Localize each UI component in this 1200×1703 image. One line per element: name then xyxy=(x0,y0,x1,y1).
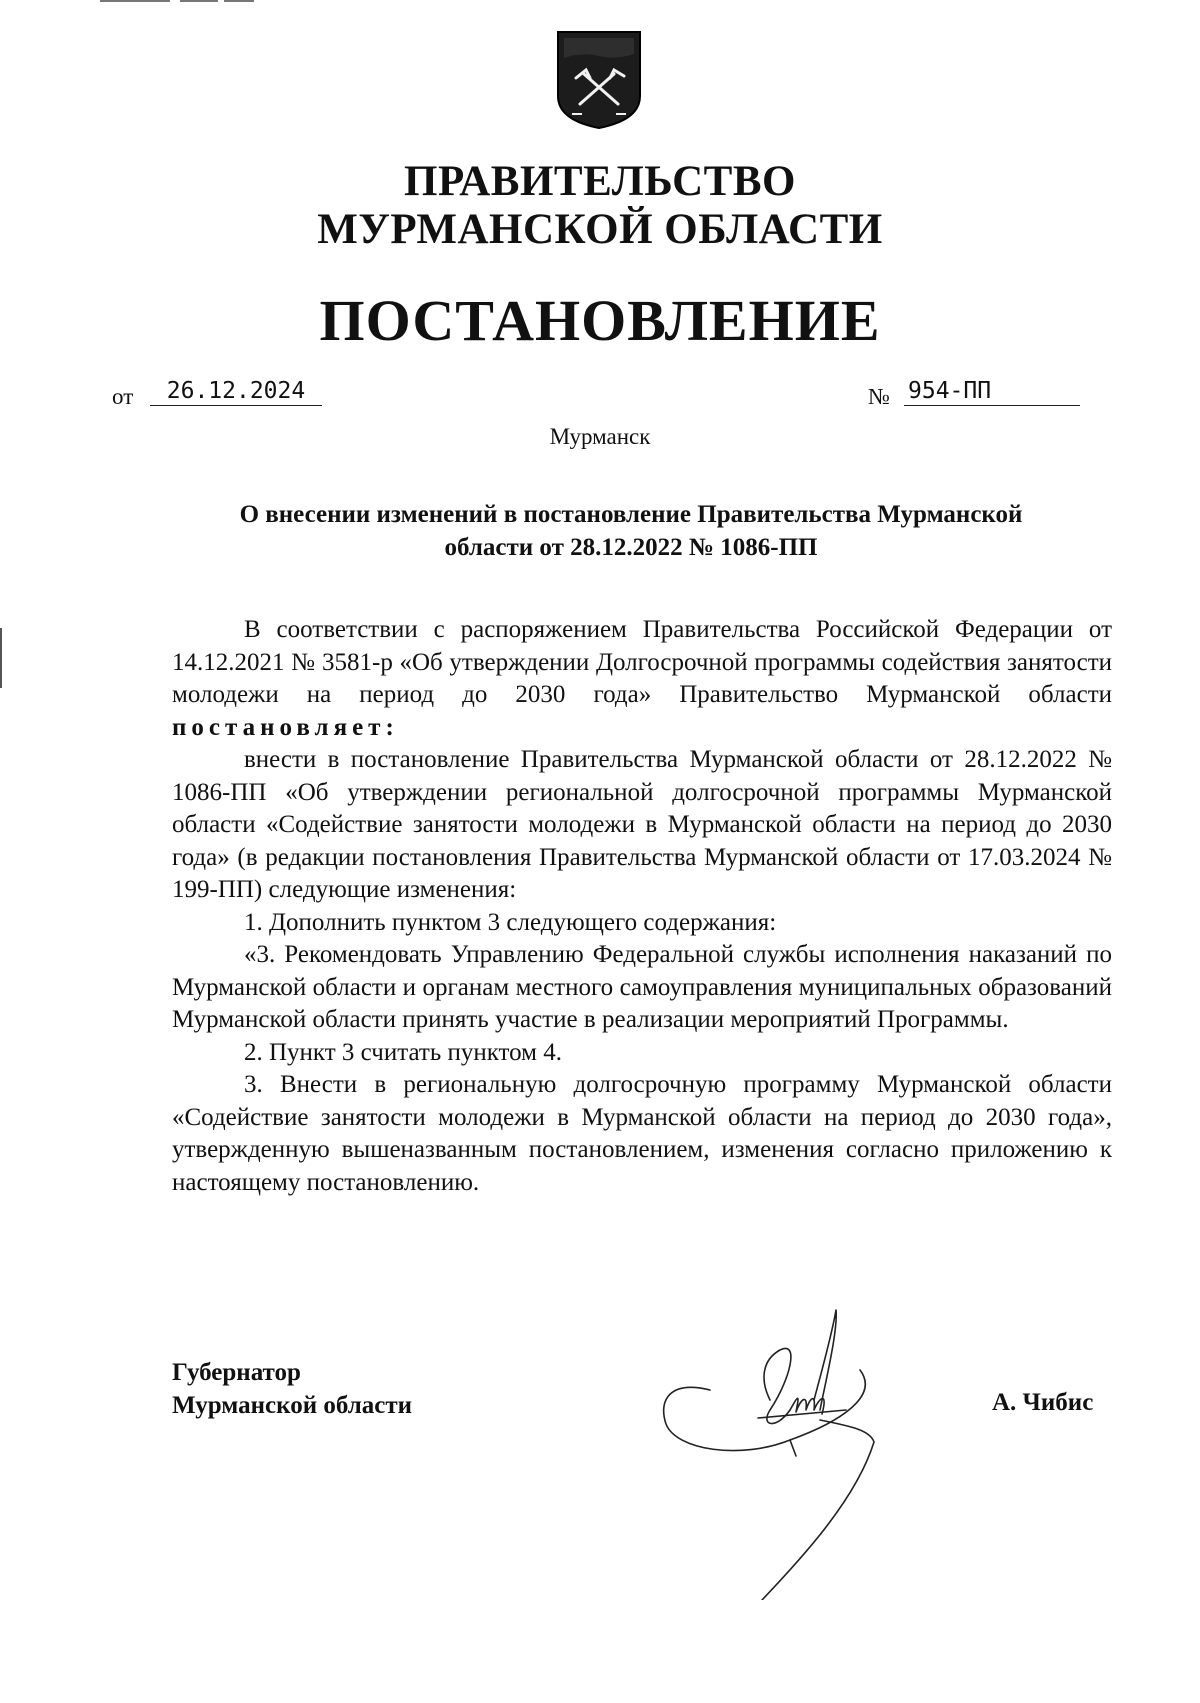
signatory-position-line1: Губернатор xyxy=(172,1359,301,1386)
paragraph-item-3: 3. Внести в региональную долгосрочную программу Мурманской области «Содействие занятости молодежи в Мурманской области на период до 2030 года», утвержденную вышеназванным постановлением, изменения согласно приложению к настоящему постановлению. xyxy=(172,1071,1112,1196)
decree-number: 954-ПП xyxy=(904,378,1080,406)
signatory-name: А. Чибис xyxy=(992,1389,1094,1416)
decree-title-line2: области от 28.12.2022 № 1086-ПП xyxy=(444,534,818,561)
handwritten-signature xyxy=(650,1300,940,1600)
document-type-heading: ПОСТАНОВЛЕНИЕ xyxy=(319,288,881,353)
paragraph-item-1-content: «3. Рекомендовать Управлению Федеральной службы исполнения наказаний по Мурманской области и органам местного самоуправления муниципальных образований Мурманской области принять участие в реализации мероприятий Программы. xyxy=(172,941,1112,1033)
decree-title-line1: О внесении изменений в постановление Правительства Мурманской xyxy=(239,501,1023,528)
date-label: от xyxy=(112,384,134,409)
government-name-line1: ПРАВИТЕЛЬСТВО xyxy=(404,158,796,205)
signatory-position-line2: Мурманской области xyxy=(172,1392,413,1419)
decree-body xyxy=(172,614,1112,1199)
government-name-line2: МУРМАНСКОЙ ОБЛАСТИ xyxy=(317,206,883,253)
preamble-text: В соответствии с распоряжением Правительства Российской Федерации от 14.12.2021 № 3581-р «Об утверждении Долгосрочной программы содействия занятости молодежи на период до 2030 года» Правительство Мурманской области xyxy=(172,616,1112,708)
scan-artifact-top xyxy=(100,0,260,3)
signatory-position xyxy=(172,1356,412,1422)
paragraph-preamble xyxy=(172,614,1112,744)
paragraph-amend: внести в постановление Правительства Мурманской области от 28.12.2022 № 1086-ПП «Об утверждении региональной долгосрочной программы Мурманской области «Содействие занятости молодежи в Мурманской области на период до 2030 года» (в редакции постановления Правительства Мурманской области от 17.03.2024 № 199-ПП) следующие изменения: xyxy=(172,746,1112,903)
resolves-word: постановляет: xyxy=(172,713,399,741)
number-label: № xyxy=(868,384,890,409)
decree-title xyxy=(172,498,1090,564)
coat-of-arms-icon xyxy=(556,30,642,130)
city-name: Мурманск xyxy=(549,424,651,449)
scan-edge-mark xyxy=(0,628,2,688)
paragraph-item-1: 1. Дополнить пунктом 3 следующего содержания: xyxy=(244,908,777,936)
decree-date: 26.12.2024 xyxy=(150,378,322,406)
paragraph-item-2: 2. Пункт 3 считать пунктом 4. xyxy=(244,1038,562,1066)
